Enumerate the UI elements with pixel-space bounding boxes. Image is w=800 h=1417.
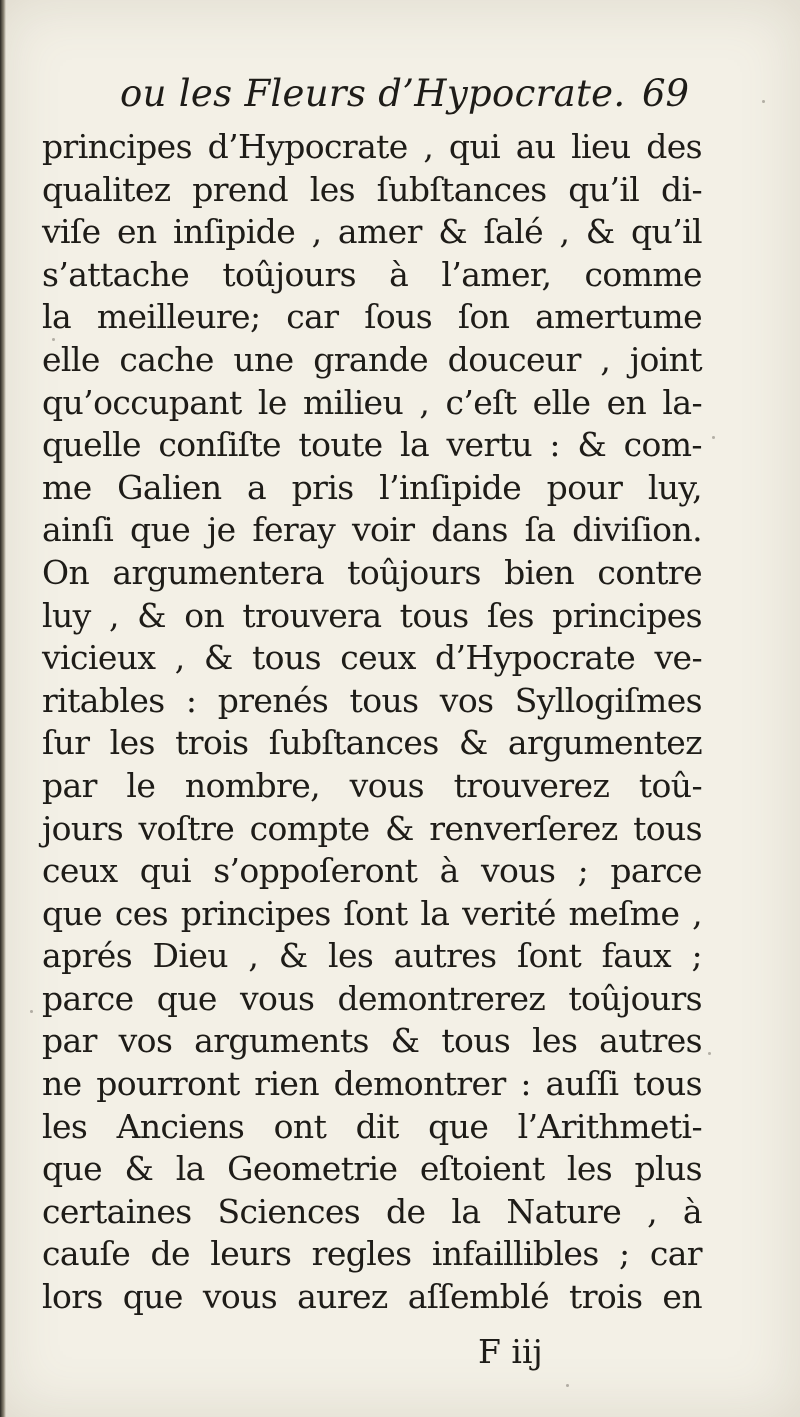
text-line: cauſe de leurs regles infaillibles ; car — [42, 1234, 702, 1274]
text-line: quelle conſiſte toute la vertu : & com- — [42, 425, 702, 465]
text-line: parce que vous demontrerez toûjours — [42, 978, 702, 1018]
text-line: s’attache toûjours à l’amer, comme — [42, 254, 702, 294]
body-text — [42, 126, 702, 1319]
text-line: aprés Dieu , & les autres ſont faux ; — [42, 936, 702, 976]
text-line: viſe en inſipide , amer & ſalé , & qu’il — [42, 212, 702, 252]
running-title: ou les Fleurs d’Hypocrate. — [120, 72, 626, 115]
text-line: ne pourront rien demontrer : auſſi tous — [42, 1064, 702, 1104]
text-line: jours voſtre compte & renverſerez tous — [42, 808, 702, 848]
text-line: ſur les trois ſubſtances & argumentez — [42, 723, 702, 763]
page-header — [120, 72, 720, 120]
page-gutter-edge — [0, 0, 6, 1417]
text-line: ceux qui s’oppoſeront à vous ; parce — [42, 851, 702, 891]
text-line: luy , & on trouvera tous ſes principes — [42, 595, 702, 635]
text-line: ritables : prenés tous vos Syllogiſmes — [42, 680, 702, 720]
text-line: principes d’Hypocrate , qui au lieu des — [42, 127, 702, 166]
text-line: vicieux , & tous ceux d’Hypocrate ve- — [42, 638, 702, 678]
text-line: On argumentera toûjours bien contre — [42, 552, 702, 592]
text-line: que & la Geometrie eſtoient les plus — [42, 1149, 702, 1189]
signature-mark: F iij — [478, 1332, 543, 1371]
text-line: lors que vous aurez aſſemblé trois en — [42, 1277, 702, 1317]
text-line: me Galien a pris l’inſipide pour luy, — [42, 467, 702, 507]
page-number: 69 — [642, 72, 690, 115]
text-line: par vos arguments & tous les autres — [42, 1021, 702, 1061]
text-line: qualitez prend les ſubſtances qu’il di- — [42, 169, 702, 209]
text-line: ainſi que je feray voir dans ſa diviſion. — [42, 510, 702, 550]
text-line: qu’occupant le milieu , c’eſt elle en la- — [42, 382, 702, 422]
text-line: elle cache une grande douceur , joint — [42, 339, 702, 379]
text-line: certaines Sciences de la Nature , à — [42, 1191, 702, 1231]
text-line: que ces principes ſont la verité meſme , — [42, 893, 702, 933]
text-line: par le nombre, vous trouverez toû- — [42, 765, 702, 805]
text-line: la meilleure; car ſous ſon amertume — [42, 297, 702, 337]
text-line: les Anciens ont dit que l’Arithmeti- — [42, 1106, 702, 1146]
